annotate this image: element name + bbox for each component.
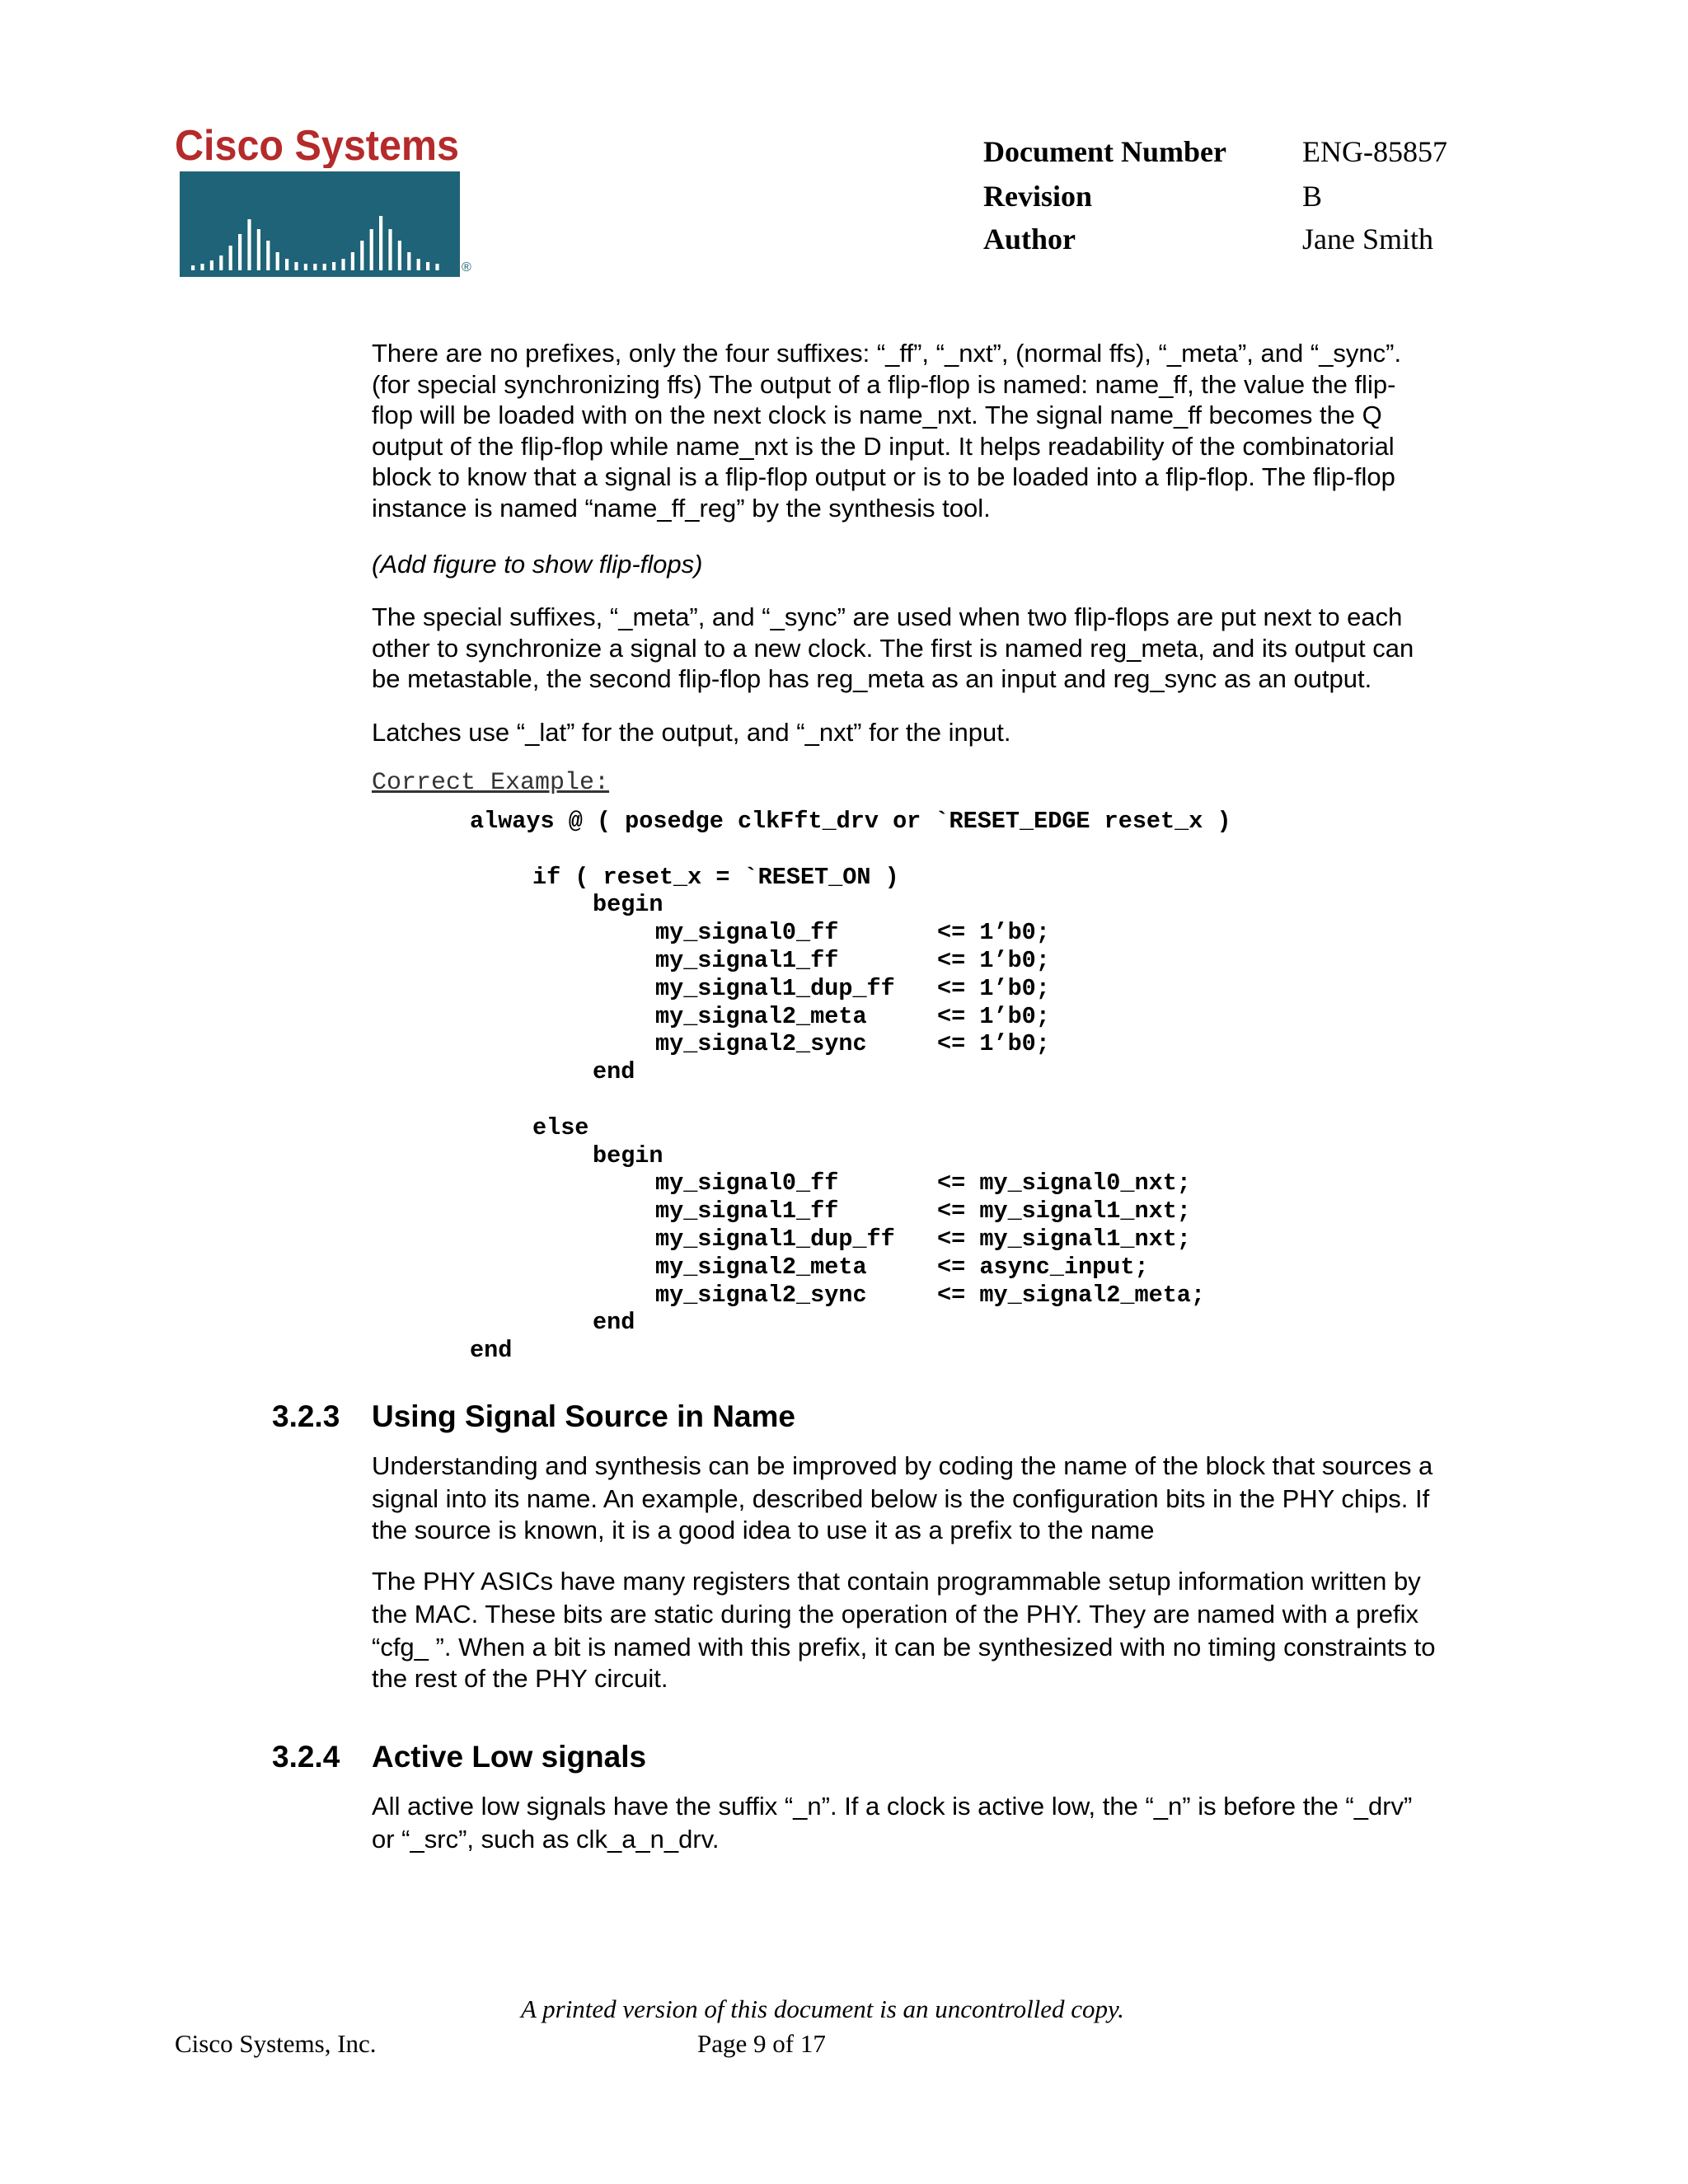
figure-note: (Add figure to show flip-flops) [372,550,703,579]
text-line: The special suffixes, “_meta”, and “_sync” are used when two flip-flops are put next to each [372,602,1403,631]
logo-bar [210,260,213,270]
text-line: block to know that a signal is a flip-flop output or is to be loaded into a flip-flop. The flip-flop [372,462,1395,491]
code-line: always @ ( posedge clkFft_drv or `RESET_EDGE reset_x ) [470,808,1231,835]
text-line: signal into its name. An example, described below is the configuration bits in the PHY chips. If [372,1484,1430,1513]
logo-bar [360,241,363,270]
code-line: my_signal1_dup_ff <= 1’b0; [655,974,1050,1002]
section-number: 3.2.3 [272,1399,340,1433]
logo-bar [276,252,279,270]
text-line: other to synchronize a signal to a new clock. The first is named reg_meta, and its output can [372,633,1414,663]
code-line: my_signal1_dup_ff <= my_signal1_nxt; [655,1226,1191,1253]
section-324-paragraph [372,1791,1526,1855]
logo-bar [379,216,382,270]
logo-bar [285,259,288,270]
logo-bar [313,264,316,270]
author-value: Jane Smith [1302,223,1433,255]
text-line: “cfg_ ”. When a bit is named with this prefix, it can be synthesized with no timing constraints to [372,1633,1436,1661]
author-label: Author [983,223,1076,255]
cisco-systems-wordmark [175,119,463,168]
logo-bar [426,262,429,270]
section-title: Using Signal Source in Name [372,1399,796,1433]
footer-notice: A printed version of this document is an uncontrolled copy. [521,1994,1124,2023]
logo-bar [417,259,420,270]
logo-bar [341,259,345,270]
section-number: 3.2.4 [272,1740,340,1774]
logo-bar [238,234,241,270]
trademark-symbol: ® [462,260,471,274]
logo-bar [266,241,270,270]
code-line: my_signal1_ff <= my_signal1_nxt; [655,1197,1191,1226]
special-suffix-paragraph [372,602,1526,695]
code-line: my_signal0_ff <= 1’b0; [655,919,1050,947]
code-line: my_signal1_ff <= 1’b0; [655,947,1050,974]
code-line: my_signal2_meta <= 1’b0; [655,1002,1050,1030]
logo-bar [388,229,392,270]
intro-paragraph [372,338,1526,523]
code-line: if ( reset_x = `RESET_ON ) [532,863,899,891]
text-line: the source is known, it is a good idea to use it as a prefix to the name [372,1516,1155,1544]
logo-bar [351,252,354,270]
text-line: the rest of the PHY circuit. [372,1664,668,1693]
code-line: else [532,1113,589,1141]
logo-bar [219,255,223,270]
text-line: (for special synchronizing ffs) The output of a flip-flop is named: name_ff, the value the flip- [372,369,1396,399]
code-line: end [593,1058,635,1086]
revision-label: Revision [983,180,1093,213]
document-number-value: ENG-85857 [1302,135,1447,168]
code-line: my_signal2_meta <= async_input; [655,1253,1149,1281]
text-line: There are no prefixes, only the four suffixes: “_ff”, “_nxt”, (normal ffs), “_meta”, and “_sync”. [372,339,1402,368]
revision-value: B [1302,180,1323,213]
text-line: flop will be loaded with on the next clock is name_nxt. The signal name_ff becomes the Q [372,401,1382,429]
text-line: Understanding and synthesis can be improved by coding the name of the block that sources a [372,1451,1433,1480]
logo-bar [398,241,401,270]
logo-bar [200,264,204,270]
section-title: Active Low signals [372,1740,647,1774]
text-line: instance is named “name_ff_reg” by the synthesis tool. [372,493,991,523]
logo-bar [191,265,195,270]
code-line: end [593,1309,635,1337]
correct-example-label: Correct Example: [372,769,610,797]
logo-bar [332,262,335,270]
logo-bar [323,264,326,270]
logo-bar [257,229,260,270]
logo-bar [247,219,251,270]
footer-page-number: Page 9 of 17 [697,2029,826,2058]
section-323-paragraph-2 [372,1566,1526,1694]
logo-bar [229,246,232,270]
text-line: the MAC. These bits are static during the operation of the PHY. They are named with a prefix [372,1600,1418,1629]
text-line: or “_src”, such as clk_a_n_drv. [372,1825,720,1854]
code-line: my_signal0_ff <= my_signal0_nxt; [655,1169,1191,1197]
code-line: my_signal2_sync <= my_signal2_meta; [655,1281,1206,1309]
logo-bar [370,229,373,270]
logo-bar [407,252,410,270]
cisco-bridge-logo [180,171,460,277]
logo-bar [294,262,298,270]
text-line: The PHY ASICs have many registers that contain programmable setup information written by [372,1567,1421,1596]
latches-paragraph: Latches use “_lat” for the output, and “_nxt” for the input. [372,718,1011,747]
logo-bar [304,264,307,270]
footer-company: Cisco Systems, Inc. [175,2029,377,2058]
code-line: end [470,1337,513,1365]
logo-text: Cisco Systems [175,122,459,168]
document-number-label: Document Number [983,135,1226,168]
logo-bar [435,264,438,270]
text-line: output of the flip-flop while name_nxt is the D input. It helps readability of the combinatorial [372,431,1395,461]
text-line: be metastable, the second flip-flop has reg_meta as an input and reg_sync as an output. [372,664,1372,693]
text-line: All active low signals have the suffix “_n”. If a clock is active low, the “_n” is before the “_drv” [372,1792,1413,1821]
code-line: my_signal2_sync <= 1’b0; [655,1030,1050,1058]
section-323-paragraph-1 [372,1451,1526,1546]
code-line: begin [593,1141,663,1169]
code-line: begin [593,891,663,919]
